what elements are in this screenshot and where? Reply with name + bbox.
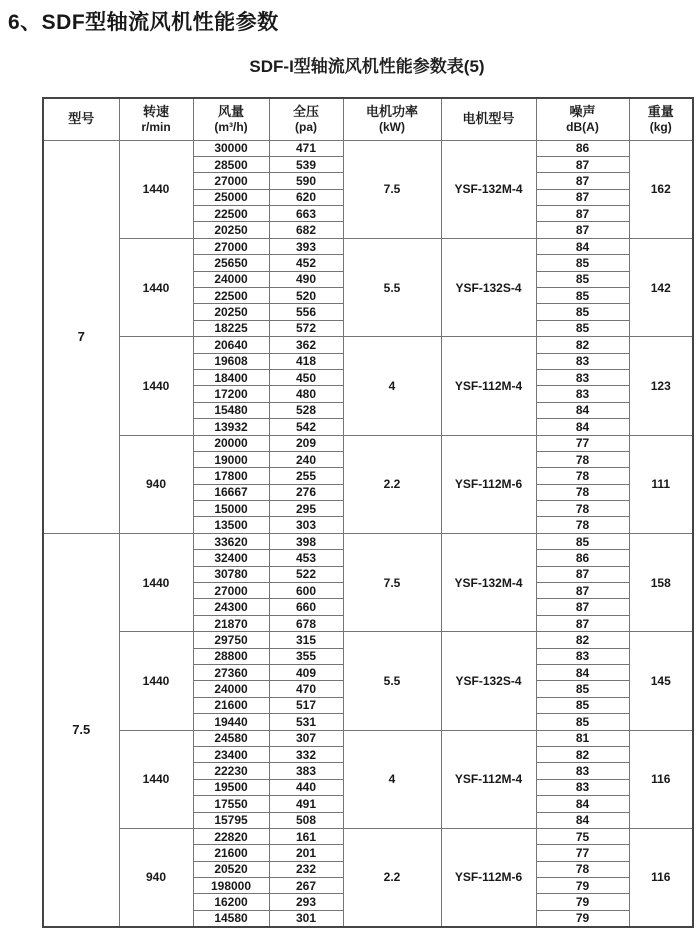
airflow-cell: 20250 [193,304,269,320]
noise-cell: 84 [536,812,629,828]
airflow-cell: 16667 [193,484,269,500]
table-row [43,828,693,844]
airflow-cell: 21870 [193,615,269,631]
model-cell: 7 [43,140,119,533]
noise-cell: 87 [536,583,629,599]
noise-cell: 87 [536,566,629,582]
speed-cell: 940 [119,828,193,926]
pressure-cell: 267 [269,878,343,894]
pressure-cell: 491 [269,796,343,812]
motor-power-cell: 5.5 [343,632,441,730]
noise-cell: 77 [536,435,629,451]
header-speed-unit: r/min [141,119,171,134]
header-motor-model [441,98,536,140]
noise-cell: 84 [536,665,629,681]
noise-cell: 78 [536,451,629,467]
pressure-cell: 293 [269,894,343,910]
noise-cell: 87 [536,173,629,189]
table-row [43,238,693,254]
noise-cell: 78 [536,468,629,484]
pressure-cell: 440 [269,779,343,795]
pressure-cell: 663 [269,206,343,222]
noise-cell: 85 [536,697,629,713]
performance-table-body [43,140,693,927]
weight-cell: 158 [629,533,693,631]
airflow-cell: 19000 [193,451,269,467]
pressure-cell: 240 [269,451,343,467]
speed-cell: 940 [119,435,193,533]
pressure-cell: 620 [269,189,343,205]
noise-cell: 86 [536,140,629,156]
pressure-cell: 520 [269,288,343,304]
airflow-cell: 29750 [193,632,269,648]
airflow-cell: 27360 [193,665,269,681]
table-row [43,632,693,648]
noise-cell: 79 [536,894,629,910]
pressure-cell: 209 [269,435,343,451]
noise-cell: 83 [536,369,629,385]
pressure-cell: 303 [269,517,343,533]
weight-cell: 145 [629,632,693,730]
noise-cell: 84 [536,238,629,254]
motor-model-cell: YSF-132S-4 [441,632,536,730]
pressure-cell: 276 [269,484,343,500]
pressure-cell: 471 [269,140,343,156]
pressure-cell: 409 [269,665,343,681]
motor-power-cell: 4 [343,730,441,828]
motor-model-cell: YSF-112M-4 [441,730,536,828]
airflow-cell: 25650 [193,255,269,271]
motor-model-cell: YSF-112M-6 [441,828,536,926]
speed-cell: 1440 [119,632,193,730]
pressure-cell: 307 [269,730,343,746]
airflow-cell: 20640 [193,337,269,353]
pressure-cell: 572 [269,320,343,336]
noise-cell: 78 [536,501,629,517]
noise-cell: 85 [536,255,629,271]
pressure-cell: 315 [269,632,343,648]
pressure-cell: 383 [269,763,343,779]
header-weight-label: 重量 [647,103,674,119]
airflow-cell: 18225 [193,320,269,336]
pressure-cell: 470 [269,681,343,697]
pressure-cell: 232 [269,861,343,877]
header-noise-label: 噪声 [569,103,596,119]
airflow-cell: 24580 [193,730,269,746]
motor-power-cell: 2.2 [343,828,441,926]
noise-cell: 85 [536,533,629,549]
airflow-cell: 16200 [193,894,269,910]
header-airflow-label: 风量 [217,103,244,119]
noise-cell: 85 [536,681,629,697]
noise-cell: 82 [536,632,629,648]
noise-cell: 75 [536,828,629,844]
airflow-cell: 18400 [193,369,269,385]
noise-cell: 78 [536,517,629,533]
pressure-cell: 682 [269,222,343,238]
header-speed [119,98,193,140]
pressure-cell: 556 [269,304,343,320]
motor-power-cell: 2.2 [343,435,441,533]
noise-cell: 78 [536,484,629,500]
airflow-cell: 19608 [193,353,269,369]
airflow-cell: 17550 [193,796,269,812]
noise-cell: 82 [536,746,629,762]
performance-table [42,97,694,928]
pressure-cell: 600 [269,583,343,599]
motor-model-cell: YSF-132M-4 [441,533,536,631]
airflow-cell: 33620 [193,533,269,549]
noise-cell: 87 [536,599,629,615]
noise-cell: 83 [536,648,629,664]
header-weight-unit: (kg) [649,119,672,134]
table-row [43,435,693,451]
noise-cell: 85 [536,304,629,320]
speed-cell: 1440 [119,140,193,238]
header-motor-power-unit: (kW) [379,119,405,134]
speed-cell: 1440 [119,238,193,336]
motor-power-cell: 5.5 [343,238,441,336]
pressure-cell: 490 [269,271,343,287]
airflow-cell: 23400 [193,746,269,762]
header-airflow-unit: (m³/h) [214,119,248,134]
table-row [43,140,693,156]
noise-cell: 82 [536,337,629,353]
motor-model-cell: YSF-132M-4 [441,140,536,238]
noise-cell: 87 [536,206,629,222]
airflow-cell: 27000 [193,583,269,599]
header-speed-label: 转速 [142,103,169,119]
airflow-cell: 27000 [193,173,269,189]
noise-cell: 79 [536,910,629,926]
airflow-cell: 17800 [193,468,269,484]
motor-model-cell: YSF-112M-4 [441,337,536,435]
airflow-cell: 20000 [193,435,269,451]
weight-cell: 116 [629,828,693,926]
header-pressure [269,98,343,140]
weight-cell: 142 [629,238,693,336]
pressure-cell: 590 [269,173,343,189]
pressure-cell: 332 [269,746,343,762]
header-pressure-label: 全压 [292,103,319,119]
noise-cell: 83 [536,779,629,795]
noise-cell: 86 [536,550,629,566]
airflow-cell: 13500 [193,517,269,533]
pressure-cell: 418 [269,353,343,369]
pressure-cell: 660 [269,599,343,615]
pressure-cell: 355 [269,648,343,664]
noise-cell: 87 [536,156,629,172]
header-noise [536,98,629,140]
motor-model-cell: YSF-112M-6 [441,435,536,533]
pressure-cell: 295 [269,501,343,517]
noise-cell: 85 [536,271,629,287]
noise-cell: 81 [536,730,629,746]
noise-cell: 87 [536,189,629,205]
pressure-cell: 161 [269,828,343,844]
speed-cell: 1440 [119,337,193,435]
pressure-cell: 678 [269,615,343,631]
weight-cell: 111 [629,435,693,533]
pressure-cell: 542 [269,419,343,435]
airflow-cell: 25000 [193,189,269,205]
table-header [43,98,693,140]
pressure-cell: 362 [269,337,343,353]
motor-power-cell: 7.5 [343,140,441,238]
airflow-cell: 15795 [193,812,269,828]
airflow-cell: 15480 [193,402,269,418]
noise-cell: 87 [536,615,629,631]
header-motor-power-label: 电机功率 [365,103,418,119]
noise-cell: 85 [536,288,629,304]
header-airflow [193,98,269,140]
noise-cell: 79 [536,878,629,894]
speed-cell: 1440 [119,730,193,828]
airflow-cell: 19500 [193,779,269,795]
airflow-cell: 19440 [193,714,269,730]
motor-power-cell: 4 [343,337,441,435]
noise-cell: 83 [536,386,629,402]
airflow-cell: 21600 [193,697,269,713]
airflow-cell: 15000 [193,501,269,517]
airflow-cell: 22820 [193,828,269,844]
page-title: 6、SDF型轴流风机性能参数 [8,11,279,34]
airflow-cell: 22500 [193,288,269,304]
airflow-cell: 28500 [193,156,269,172]
header-pressure-unit: (pa) [295,119,317,134]
header-motor-model-label: 电机型号 [462,111,515,127]
airflow-cell: 20520 [193,861,269,877]
pressure-cell: 450 [269,369,343,385]
airflow-cell: 22230 [193,763,269,779]
motor-model-cell: YSF-132S-4 [441,238,536,336]
header-noise-unit: dB(A) [566,119,599,134]
airflow-cell: 21600 [193,845,269,861]
model-cell: 7.5 [43,533,119,926]
pressure-cell: 508 [269,812,343,828]
airflow-cell: 30780 [193,566,269,582]
header-model [43,98,119,140]
pressure-cell: 452 [269,255,343,271]
noise-cell: 84 [536,419,629,435]
header-motor-power [343,98,441,140]
pressure-cell: 393 [269,238,343,254]
noise-cell: 85 [536,320,629,336]
noise-cell: 84 [536,796,629,812]
pressure-cell: 398 [269,533,343,549]
noise-cell: 84 [536,402,629,418]
pressure-cell: 453 [269,550,343,566]
pressure-cell: 528 [269,402,343,418]
pressure-cell: 522 [269,566,343,582]
airflow-cell: 27000 [193,238,269,254]
noise-cell: 78 [536,861,629,877]
table-row [43,337,693,353]
pressure-cell: 301 [269,910,343,926]
airflow-cell: 32400 [193,550,269,566]
table-caption: SDF-I型轴流风机性能参数表(5) [249,57,485,76]
header-model-label: 型号 [68,111,95,127]
pressure-cell: 480 [269,386,343,402]
noise-cell: 87 [536,222,629,238]
pressure-cell: 531 [269,714,343,730]
airflow-cell: 20250 [193,222,269,238]
pressure-cell: 539 [269,156,343,172]
noise-cell: 85 [536,714,629,730]
noise-cell: 83 [536,763,629,779]
noise-cell: 77 [536,845,629,861]
speed-cell: 1440 [119,533,193,631]
airflow-cell: 17200 [193,386,269,402]
airflow-cell: 13932 [193,419,269,435]
pressure-cell: 255 [269,468,343,484]
header-weight [629,98,693,140]
noise-cell: 83 [536,353,629,369]
weight-cell: 123 [629,337,693,435]
airflow-cell: 24000 [193,271,269,287]
airflow-cell: 24000 [193,681,269,697]
airflow-cell: 198000 [193,878,269,894]
airflow-cell: 14580 [193,910,269,926]
pressure-cell: 517 [269,697,343,713]
weight-cell: 116 [629,730,693,828]
motor-power-cell: 7.5 [343,533,441,631]
weight-cell: 162 [629,140,693,238]
airflow-cell: 22500 [193,206,269,222]
airflow-cell: 24300 [193,599,269,615]
airflow-cell: 28800 [193,648,269,664]
airflow-cell: 30000 [193,140,269,156]
pressure-cell: 201 [269,845,343,861]
table-row [43,533,693,549]
table-row [43,730,693,746]
